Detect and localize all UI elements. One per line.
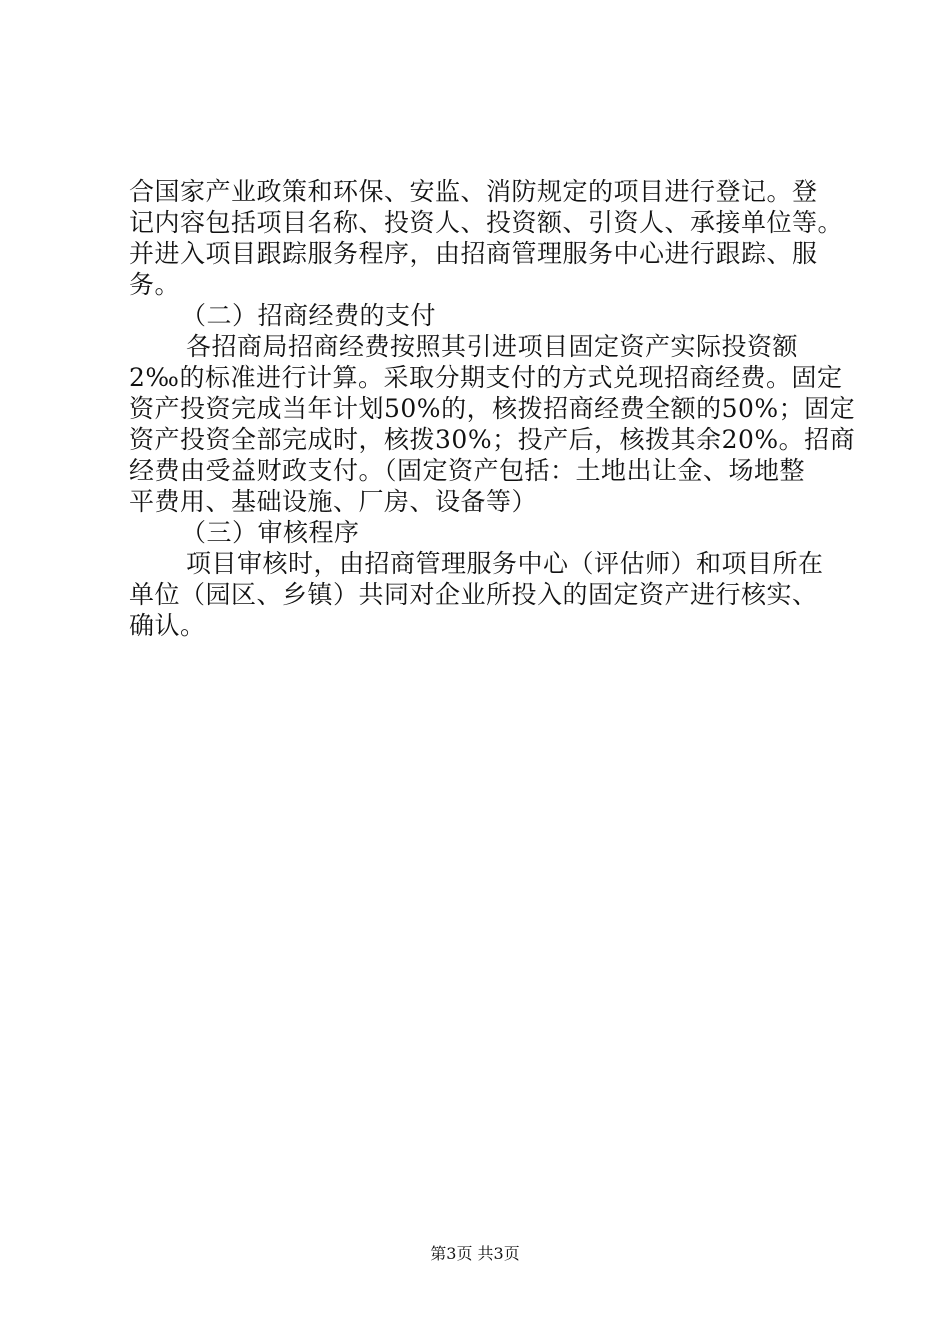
paragraph-line: 经费由受益财政支付。（固定资产包括：土地出让金、场地整 <box>129 456 806 485</box>
paragraph-line: 单位（园区、乡镇）共同对企业所投入的固定资产进行核实、 <box>129 580 818 609</box>
paragraph-line: 合国家产业政策和环保、安监、消防规定的项目进行登记。登 <box>129 177 818 206</box>
section-heading: （三）审核程序 <box>181 518 360 547</box>
paragraph-line: 平费用、基础设施、厂房、设备等） <box>129 487 538 516</box>
paragraph-line: 并进入项目跟踪服务程序，由招商管理服务中心进行跟踪、服 <box>129 239 818 268</box>
paragraph-line: 资产投资完成当年计划50%的，核拨招商经费全额的50%；固定 <box>129 394 856 423</box>
page-number-footer: 第3页 共3页 <box>430 1244 520 1263</box>
paragraph-line: 务。 <box>129 270 181 299</box>
paragraph-line: 资产投资全部完成时，核拨30%；投产后，核拨其余20%。招商 <box>129 425 856 454</box>
paragraph-line: 各招商局招商经费按照其引进项目固定资产实际投资额 <box>186 332 799 361</box>
paragraph-line: 2‰的标准进行计算。采取分期支付的方式兑现招商经费。固定 <box>129 363 843 392</box>
section-heading: （二）招商经费的支付 <box>181 301 437 330</box>
paragraph-line: 确认。 <box>129 611 206 640</box>
paragraph-line: 项目审核时，由招商管理服务中心（评估师）和项目所在 <box>186 549 824 578</box>
paragraph-line: 记内容包括项目名称、投资人、投资额、引资人、承接单位等。 <box>129 208 844 237</box>
